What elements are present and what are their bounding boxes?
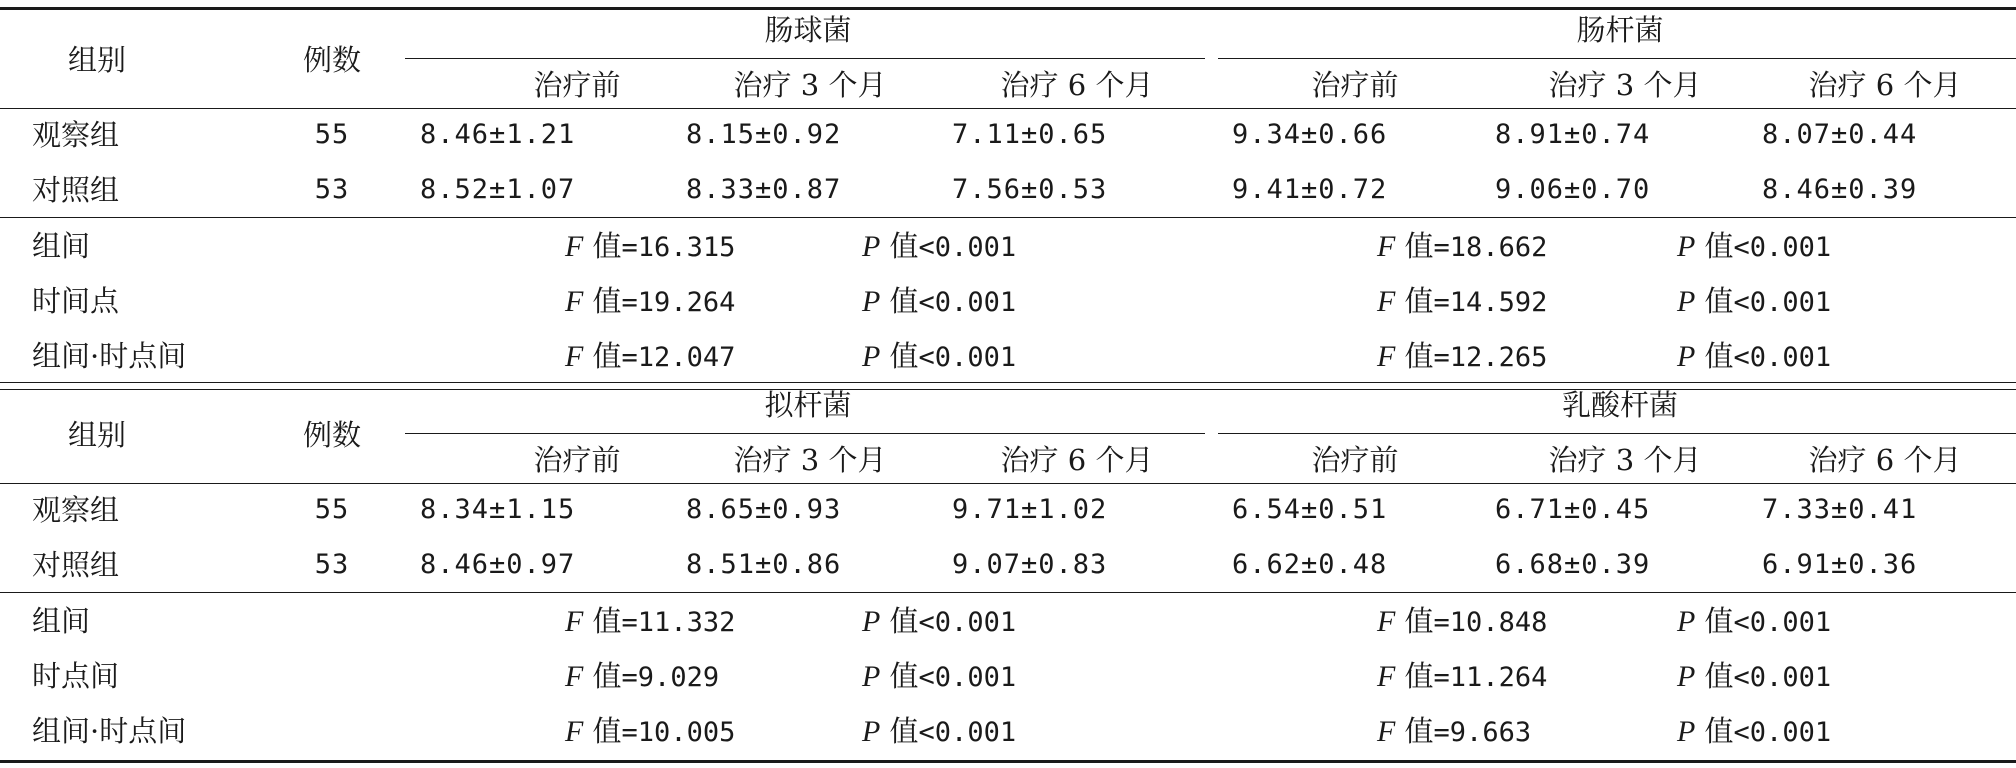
f-value-right-value: =9.663 <box>1433 717 1532 748</box>
p-value-right-symbol: P <box>1677 285 1696 318</box>
table-cell-value: 8.65±0.93 <box>686 494 842 525</box>
f-value-left <box>565 658 719 696</box>
f-value-left-word: 值 <box>583 659 622 693</box>
data-bottom-rule <box>0 217 2016 218</box>
f-value-right-value: =12.265 <box>1433 342 1548 373</box>
p-value-left-word: 值 <box>880 604 919 638</box>
p-value-left <box>862 283 1016 321</box>
timepoint-header: 治疗 3 个月 <box>733 68 887 102</box>
table-cell-value: 7.33±0.41 <box>1762 494 1918 525</box>
f-value-left <box>565 228 735 266</box>
row-sample-count: 53 <box>314 549 350 580</box>
p-value-right-word: 值 <box>1695 339 1734 373</box>
bacteria-group-header: 乳酸杆菌 <box>1561 388 1679 422</box>
table-cell-value: 7.11±0.65 <box>952 119 1108 150</box>
stat-row-label: 组间·时点间 <box>32 714 187 748</box>
f-value-right-symbol: F <box>1377 605 1396 638</box>
p-value-left-value: <0.001 <box>918 717 1017 748</box>
row-group-label: 对照组 <box>32 173 120 207</box>
row-sample-count: 55 <box>314 494 350 525</box>
timepoint-header: 治疗 6 个月 <box>1000 443 1154 477</box>
p-value-right <box>1677 228 1831 266</box>
table-cell-value: 6.91±0.36 <box>1762 549 1918 580</box>
p-value-left <box>862 338 1016 376</box>
data-bottom-rule <box>0 592 2016 593</box>
p-value-left <box>862 228 1016 266</box>
f-value-right-word: 值 <box>1395 339 1434 373</box>
f-value-right <box>1377 228 1547 266</box>
row-group-label: 观察组 <box>32 118 120 152</box>
group-underline <box>405 58 1205 59</box>
p-value-right-value: <0.001 <box>1733 662 1832 693</box>
p-value-left-value: <0.001 <box>918 607 1017 638</box>
p-value-left-word: 值 <box>880 339 919 373</box>
timepoint-header: 治疗前 <box>533 68 621 102</box>
table-cell-value: 8.34±1.15 <box>420 494 576 525</box>
p-value-right-word: 值 <box>1695 229 1734 263</box>
table-cell-value: 8.46±1.21 <box>420 119 576 150</box>
f-value-right-word: 值 <box>1395 659 1434 693</box>
p-value-left-value: <0.001 <box>918 342 1017 373</box>
group-column-header: 组别 <box>67 418 127 452</box>
f-value-left <box>565 338 735 376</box>
group-underline <box>405 433 1205 434</box>
f-value-right <box>1377 603 1547 641</box>
p-value-right-symbol: P <box>1677 715 1696 748</box>
f-value-right-value: =10.848 <box>1433 607 1548 638</box>
p-value-right-value: <0.001 <box>1733 287 1832 318</box>
p-value-left <box>862 603 1016 641</box>
count-column-header: 例数 <box>302 418 362 452</box>
bacteria-group-header: 肠杆菌 <box>1576 13 1664 47</box>
bacteria-group-header: 肠球菌 <box>764 13 852 47</box>
header-bottom-rule <box>0 108 2016 109</box>
p-value-left-word: 值 <box>880 659 919 693</box>
f-value-left-value: =16.315 <box>621 232 736 263</box>
f-value-right-value: =14.592 <box>1433 287 1548 318</box>
section-divider-bottom <box>0 389 2016 390</box>
f-value-left <box>565 603 735 641</box>
row-group-label: 对照组 <box>32 548 120 582</box>
table-top-rule <box>0 7 2016 10</box>
f-value-right-symbol: F <box>1377 715 1396 748</box>
p-value-right-symbol: P <box>1677 230 1696 263</box>
f-value-right <box>1377 338 1547 376</box>
row-group-label: 观察组 <box>32 493 120 527</box>
p-value-right-symbol: P <box>1677 660 1696 693</box>
table-cell-value: 8.46±0.39 <box>1762 174 1918 205</box>
p-value-right-word: 值 <box>1695 604 1734 638</box>
f-value-left-word: 值 <box>583 229 622 263</box>
p-value-left-symbol: P <box>862 230 881 263</box>
timepoint-header: 治疗前 <box>1311 68 1399 102</box>
p-value-right-word: 值 <box>1695 714 1734 748</box>
table-cell-value: 9.07±0.83 <box>952 549 1108 580</box>
f-value-left-value: =19.264 <box>621 287 736 318</box>
p-value-left-symbol: P <box>862 715 881 748</box>
stat-row-label: 组间 <box>32 229 91 263</box>
f-value-left-symbol: F <box>565 715 584 748</box>
f-value-left-word: 值 <box>583 714 622 748</box>
f-value-right-word: 值 <box>1395 714 1434 748</box>
f-value-right-symbol: F <box>1377 285 1396 318</box>
table-cell-value: 7.56±0.53 <box>952 174 1108 205</box>
timepoint-header: 治疗 3 个月 <box>733 443 887 477</box>
p-value-left-word: 值 <box>880 229 919 263</box>
p-value-right-value: <0.001 <box>1733 232 1832 263</box>
f-value-right-word: 值 <box>1395 604 1434 638</box>
table-cell-value: 8.46±0.97 <box>420 549 576 580</box>
header-bottom-rule <box>0 483 2016 484</box>
table-cell-value: 8.52±1.07 <box>420 174 576 205</box>
p-value-right <box>1677 713 1831 751</box>
table-cell-value: 8.33±0.87 <box>686 174 842 205</box>
timepoint-header: 治疗 6 个月 <box>1808 68 1962 102</box>
f-value-left-word: 值 <box>583 604 622 638</box>
p-value-left-symbol: P <box>862 285 881 318</box>
p-value-right-value: <0.001 <box>1733 717 1832 748</box>
f-value-right <box>1377 283 1547 321</box>
table-cell-value: 6.62±0.48 <box>1232 549 1388 580</box>
timepoint-header: 治疗 3 个月 <box>1548 68 1702 102</box>
f-value-left-value: =9.029 <box>621 662 720 693</box>
group-underline <box>1218 433 2016 434</box>
f-value-left-value: =12.047 <box>621 342 736 373</box>
p-value-right <box>1677 338 1831 376</box>
table-cell-value: 8.07±0.44 <box>1762 119 1918 150</box>
p-value-left <box>862 658 1016 696</box>
p-value-right-value: <0.001 <box>1733 342 1832 373</box>
table-bottom-rule <box>0 760 2016 763</box>
table-cell-value: 9.41±0.72 <box>1232 174 1388 205</box>
f-value-right-word: 值 <box>1395 284 1434 318</box>
timepoint-header: 治疗 3 个月 <box>1548 443 1702 477</box>
f-value-left-word: 值 <box>583 339 622 373</box>
table-cell-value: 9.71±1.02 <box>952 494 1108 525</box>
table-cell-value: 9.06±0.70 <box>1495 174 1651 205</box>
f-value-right-symbol: F <box>1377 340 1396 373</box>
p-value-left-symbol: P <box>862 660 881 693</box>
table-cell-value: 8.51±0.86 <box>686 549 842 580</box>
f-value-left-word: 值 <box>583 284 622 318</box>
row-sample-count: 53 <box>314 174 350 205</box>
timepoint-header: 治疗 6 个月 <box>1808 443 1962 477</box>
p-value-left-word: 值 <box>880 284 919 318</box>
p-value-right-word: 值 <box>1695 284 1734 318</box>
timepoint-header: 治疗 6 个月 <box>1000 68 1154 102</box>
count-column-header: 例数 <box>302 43 362 77</box>
p-value-right-value: <0.001 <box>1733 607 1832 638</box>
f-value-right <box>1377 658 1547 696</box>
f-value-right-symbol: F <box>1377 660 1396 693</box>
bacteria-group-header: 拟杆菌 <box>764 388 852 422</box>
f-value-left <box>565 283 735 321</box>
f-value-left-value: =11.332 <box>621 607 736 638</box>
p-value-left-symbol: P <box>862 340 881 373</box>
f-value-right <box>1377 713 1531 751</box>
table-cell-value: 9.34±0.66 <box>1232 119 1388 150</box>
section-divider-top <box>0 382 2016 383</box>
f-value-left-symbol: F <box>565 285 584 318</box>
f-value-right-symbol: F <box>1377 230 1396 263</box>
f-value-right-value: =11.264 <box>1433 662 1548 693</box>
p-value-left-word: 值 <box>880 714 919 748</box>
group-underline <box>1218 58 2016 59</box>
p-value-left-value: <0.001 <box>918 232 1017 263</box>
p-value-right <box>1677 658 1831 696</box>
timepoint-header: 治疗前 <box>1311 443 1399 477</box>
f-value-left-symbol: F <box>565 605 584 638</box>
f-value-left-value: =10.005 <box>621 717 736 748</box>
f-value-left-symbol: F <box>565 230 584 263</box>
timepoint-header: 治疗前 <box>533 443 621 477</box>
stat-row-label: 组间·时点间 <box>32 339 187 373</box>
p-value-left-symbol: P <box>862 605 881 638</box>
p-value-left-value: <0.001 <box>918 662 1017 693</box>
p-value-right-word: 值 <box>1695 659 1734 693</box>
p-value-right-symbol: P <box>1677 340 1696 373</box>
table-cell-value: 6.68±0.39 <box>1495 549 1651 580</box>
stat-row-label: 时点间 <box>32 659 120 693</box>
row-sample-count: 55 <box>314 119 350 150</box>
stat-row-label: 组间 <box>32 604 91 638</box>
p-value-right <box>1677 283 1831 321</box>
p-value-right-symbol: P <box>1677 605 1696 638</box>
p-value-left-value: <0.001 <box>918 287 1017 318</box>
p-value-left <box>862 713 1016 751</box>
table-cell-value: 6.54±0.51 <box>1232 494 1388 525</box>
f-value-left-symbol: F <box>565 660 584 693</box>
f-value-right-value: =18.662 <box>1433 232 1548 263</box>
f-value-left <box>565 713 735 751</box>
f-value-left-symbol: F <box>565 340 584 373</box>
p-value-right <box>1677 603 1831 641</box>
table-cell-value: 6.71±0.45 <box>1495 494 1651 525</box>
table-cell-value: 8.15±0.92 <box>686 119 842 150</box>
stat-row-label: 时间点 <box>32 284 120 318</box>
table-cell-value: 8.91±0.74 <box>1495 119 1651 150</box>
group-column-header: 组别 <box>67 43 127 77</box>
f-value-right-word: 值 <box>1395 229 1434 263</box>
